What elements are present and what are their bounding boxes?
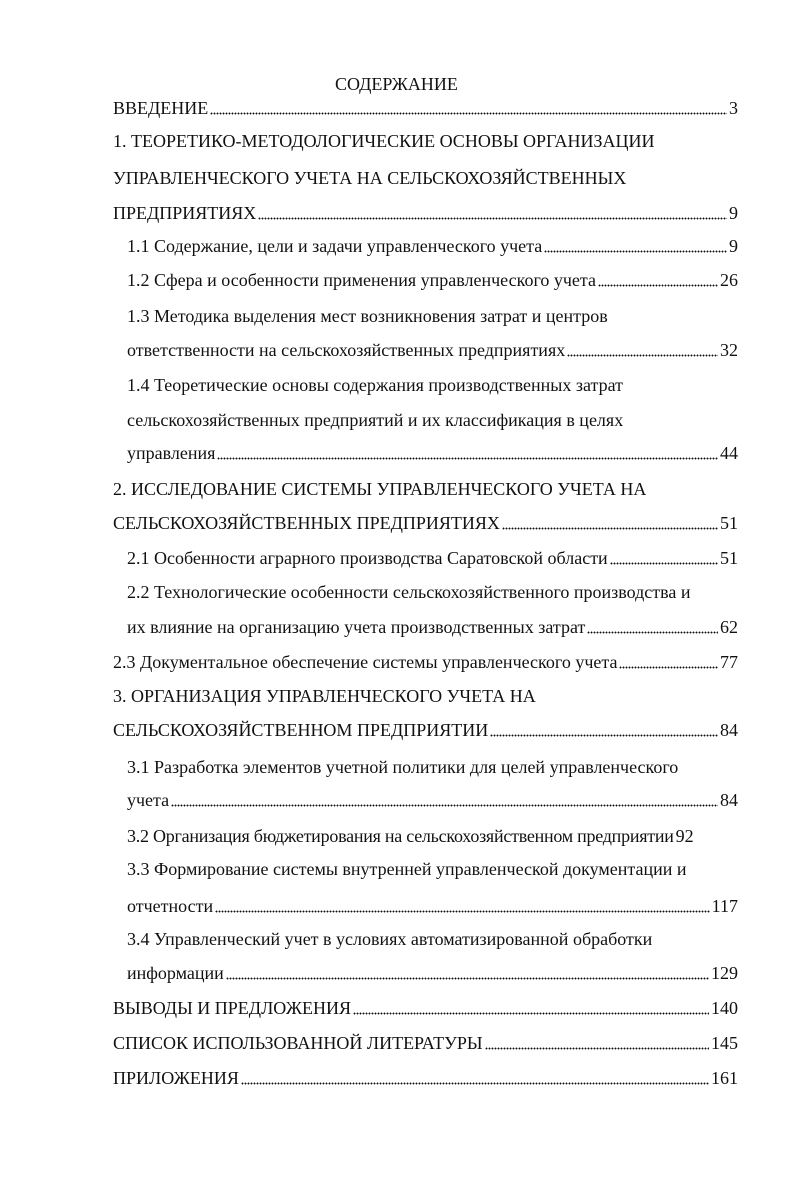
toc-section-3-4-line-1: 3.4 Управленческий учет в условиях автоматизированной обработки — [127, 929, 653, 949]
toc-entry-text: ВЫВОДЫ И ПРЕДЛОЖЕНИЯ — [113, 998, 351, 1018]
dot-leader — [587, 628, 718, 634]
dot-leader — [610, 559, 718, 565]
toc-section-2-3 — [113, 650, 738, 674]
toc-page-number: 140 — [711, 998, 738, 1018]
toc-entry-text: учета — [127, 790, 170, 810]
toc-entry-text: ВВЕДЕНИЕ — [113, 98, 209, 118]
dot-leader — [210, 109, 727, 115]
toc-chapter-3 — [113, 718, 738, 742]
toc-title: СОДЕРЖАНИЕ — [335, 74, 458, 94]
toc-section-3-1-line-1: 3.1 Разработка элементов учетной политики для целей управленческого — [127, 757, 679, 777]
toc-conclusions — [113, 996, 738, 1020]
toc-page-number: 32 — [720, 340, 738, 360]
toc-page-number: 62 — [720, 617, 738, 637]
toc-section-1-4-line-2: сельскохозяйственных предприятий и их классификация в целях — [127, 410, 624, 430]
toc-chapter-2 — [113, 511, 738, 535]
toc-section-3-3 — [127, 894, 738, 918]
toc-page-number: 77 — [720, 652, 738, 672]
dot-leader — [490, 731, 718, 737]
dot-leader — [217, 454, 718, 460]
toc-entry-intro — [113, 96, 738, 120]
dot-leader — [171, 801, 718, 807]
toc-chapter-3-line-1: 3. ОРГАНИЗАЦИЯ УПРАВЛЕНЧЕСКОГО УЧЕТА НА — [113, 686, 536, 706]
toc-entry-text: 1.1 Содержание, цели и задачи управленческого учета — [127, 236, 543, 256]
toc-page-number: 92 — [675, 826, 694, 846]
dot-leader — [598, 281, 718, 287]
toc-section-1-4-line-1: 1.4 Теоретические основы содержания производственных затрат — [127, 375, 623, 395]
toc-entry-text: СПИСОК ИСПОЛЬЗОВАННОЙ ЛИТЕРАТУРЫ — [113, 1033, 483, 1053]
toc-references — [113, 1031, 738, 1055]
toc-chapter-2-line-1: 2. ИССЛЕДОВАНИЕ СИСТЕМЫ УПРАВЛЕНЧЕСКОГО УЧЕТА НА — [113, 479, 647, 499]
dot-leader — [215, 907, 710, 913]
toc-section-1-4 — [127, 441, 738, 465]
toc-chapter-1 — [113, 201, 738, 225]
toc-section-2-2-line-1: 2.2 Технологические особенности сельскохозяйственного производства и — [127, 582, 691, 602]
toc-entry-text: управления — [127, 443, 216, 463]
toc-page-number: 145 — [711, 1033, 738, 1053]
toc-page-number: 84 — [720, 720, 738, 740]
dot-leader — [619, 663, 718, 669]
toc-page-number: 9 — [729, 236, 738, 256]
dot-leader — [241, 1079, 709, 1085]
toc-page-number: 9 — [729, 203, 738, 223]
dot-leader — [353, 1009, 709, 1015]
dot-leader — [544, 247, 727, 253]
toc-page-number: 44 — [720, 443, 738, 463]
toc-entry-text: 2.1 Особенности аграрного производства Саратовской области — [127, 548, 608, 568]
toc-entry-text: СЕЛЬСКОХОЗЯЙСТВЕННЫХ ПРЕДПРИЯТИЯХ — [113, 513, 500, 533]
toc-entry-text: ПРИЛОЖЕНИЯ — [113, 1068, 239, 1088]
toc-section-3-3-line-1: 3.3 Формирование системы внутренней управленческой документации и — [127, 859, 687, 879]
toc-chapter-1-line-2: УПРАВЛЕНЧЕСКОГО УЧЕТА НА СЕЛЬСКОХОЗЯЙСТВЕННЫХ — [113, 168, 627, 188]
toc-entry-text: информации — [127, 963, 224, 983]
toc-page-number: 51 — [720, 548, 738, 568]
toc-page-number: 84 — [720, 790, 738, 810]
dot-leader — [485, 1044, 709, 1050]
toc-page-number: 51 — [720, 513, 738, 533]
toc-entry-text: их влияние на организацию учета производственных затрат — [127, 617, 586, 637]
toc-entry-text: 1.2 Сфера и особенности применения управленческого учета — [127, 270, 596, 290]
toc-section-2-1 — [127, 546, 738, 570]
toc-entry-text: 2.3 Документальное обеспечение системы управленческого учета — [113, 652, 618, 672]
toc-entry-text: СЕЛЬСКОХОЗЯЙСТВЕННОМ ПРЕДПРИЯТИИ — [113, 720, 489, 740]
toc-section-1-1 — [127, 234, 738, 258]
toc-entry-text: ответственности на сельскохозяйственных предприятиях — [127, 340, 566, 360]
toc-section-3-1 — [127, 788, 738, 812]
toc-page-number: 26 — [720, 270, 738, 290]
toc-section-2-2 — [127, 615, 738, 639]
toc-page-number: 161 — [711, 1068, 738, 1088]
dot-leader — [502, 524, 718, 530]
toc-chapter-1-line-1: 1. ТЕОРЕТИКО-МЕТОДОЛОГИЧЕСКИЕ ОСНОВЫ ОРГАНИЗАЦИИ — [113, 131, 655, 151]
toc-section-1-3 — [127, 338, 738, 362]
toc-entry-text: ПРЕДПРИЯТИЯХ — [113, 203, 257, 223]
toc-section-3-2 — [127, 824, 738, 848]
dot-leader — [258, 214, 727, 220]
toc-page-number: 3 — [729, 98, 738, 118]
toc-appendices — [113, 1066, 738, 1090]
dot-leader — [226, 974, 709, 980]
toc-section-1-3-line-1: 1.3 Методика выделения мест возникновения затрат и центров — [127, 306, 608, 326]
toc-section-3-4 — [127, 961, 738, 985]
toc-section-1-2 — [127, 268, 738, 292]
dot-leader — [567, 351, 718, 357]
toc-entry-text: отчетности — [127, 896, 214, 916]
toc-entry-text: 3.2 Организация бюджетирования на сельскохозяйственном предприятии — [127, 826, 674, 846]
toc-page-number: 129 — [711, 963, 738, 983]
toc-page-number: 117 — [711, 896, 738, 916]
